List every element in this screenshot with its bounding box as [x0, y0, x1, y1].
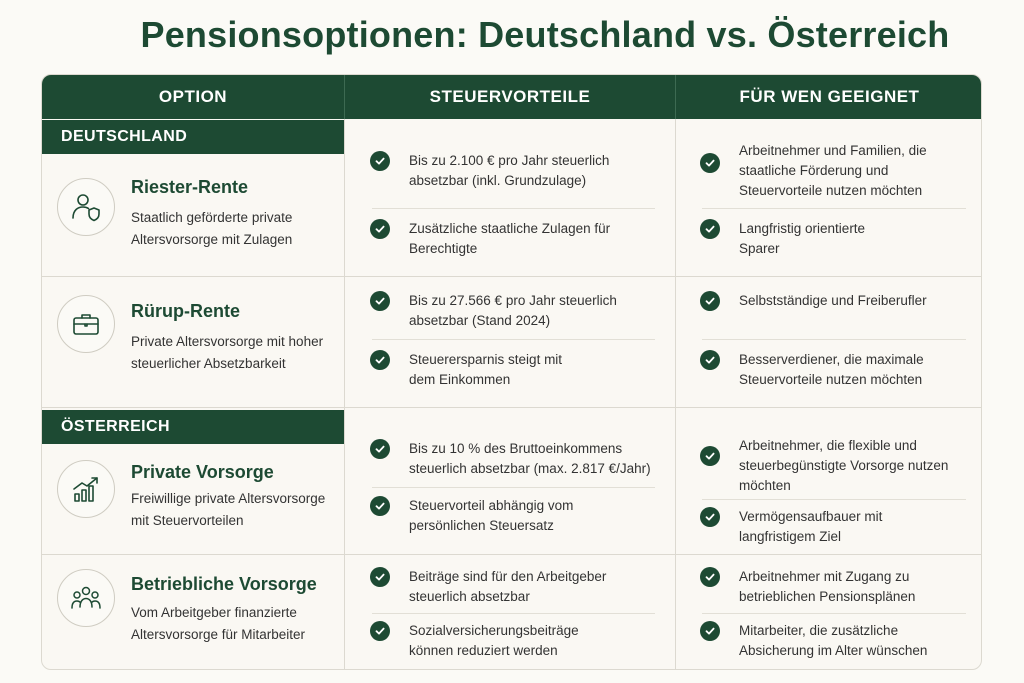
list-item: Steuerersparnis steigt mit dem Einkommen: [370, 350, 589, 390]
check-icon: [700, 507, 720, 527]
list-item: Langfristig orientierte Sparer: [700, 219, 889, 259]
check-icon: [370, 291, 390, 311]
check-icon: [370, 219, 390, 239]
check-icon: [700, 219, 720, 239]
row-divider: [42, 407, 982, 408]
section-label-oesterreich: ÖSTERREICH: [42, 410, 344, 444]
row-divider: [42, 276, 982, 277]
check-icon: [370, 151, 390, 171]
check-icon: [700, 567, 720, 587]
check-icon: [370, 567, 390, 587]
item-divider: [372, 487, 655, 488]
growth-chart-icon: [57, 460, 115, 518]
section-label-deutschland: DEUTSCHLAND: [42, 120, 344, 154]
list-item: Bis zu 2.100 € pro Jahr steuerlich absetzbar (inkl. Grundzulage): [370, 151, 654, 191]
list-item: Sozialversicherungsbeiträge können reduziert werden: [370, 621, 609, 661]
check-icon: [700, 350, 720, 370]
option-description: Private Altersvorsorge mit hoher steuerlicher Absetzbarkeit: [131, 334, 324, 371]
page-title: Pensionsoptionen: Deutschland vs. Österreich: [140, 14, 950, 55]
option-description: Freiwillige private Altersvorsorge mit Steuervorteilen: [131, 491, 326, 528]
option-name: Betriebliche Vorsorge: [131, 574, 317, 594]
column-divider: [344, 119, 345, 669]
list-item: Beiträge sind für den Arbeitgeber steuerlich absetzbar: [370, 567, 634, 607]
check-icon: [700, 291, 720, 311]
check-icon: [370, 496, 390, 516]
option-description: Staatlich geförderte private Altersvorsorge mit Zulagen: [131, 210, 293, 247]
list-item: Bis zu 10 % des Bruttoeinkommens steuerlich absetzbar (max. 2.817 €/Jahr): [370, 439, 671, 479]
group-icon: [57, 569, 115, 627]
list-item: Selbstständige und Freiberufler: [700, 291, 982, 311]
check-icon: [370, 439, 390, 459]
item-divider: [702, 208, 966, 209]
table-header: [42, 75, 982, 119]
item-divider: [372, 613, 655, 614]
check-icon: [370, 350, 390, 370]
check-icon: [700, 621, 720, 641]
option-name: Private Vorsorge: [131, 462, 274, 482]
list-item: Mitarbeiter, die zusätzliche Absicherung im Alter wünschen: [700, 621, 964, 661]
check-icon: [700, 153, 720, 173]
briefcase-icon: [57, 295, 115, 353]
option-name: Riester-Rente: [131, 177, 249, 197]
header-fuer-wen-geeignet: FÜR WEN GEEIGNET: [675, 75, 982, 119]
person-shield-icon: [57, 178, 115, 236]
item-divider: [702, 339, 966, 340]
option-description: Vom Arbeitgeber finanzierte Altersvorsorge für Mitarbeiter: [131, 605, 306, 642]
item-divider: [372, 339, 655, 340]
list-item: Bis zu 27.566 € pro Jahr steuerlich absetzbar (Stand 2024): [370, 291, 634, 331]
comparison-table: [41, 74, 982, 670]
check-icon: [700, 446, 720, 466]
list-item: Steuervorteil abhängig vom persönlichen Steuersatz: [370, 496, 609, 536]
header-steuervorteile: STEUERVORTEILE: [344, 75, 675, 119]
list-item: Vermögensaufbauer mit langfristigem Ziel: [700, 507, 919, 547]
list-item: Zusätzliche staatliche Zulagen für Berechtigte: [370, 219, 654, 259]
list-item: Arbeitnehmer, die flexible und steuerbegünstigte Vorsorge nutzen möchten: [700, 436, 949, 496]
header-option: OPTION: [158, 87, 228, 106]
item-divider: [702, 613, 966, 614]
check-icon: [370, 621, 390, 641]
column-divider: [675, 119, 676, 669]
item-divider: [372, 208, 655, 209]
item-divider: [702, 499, 966, 500]
list-item: Arbeitnehmer mit Zugang zu betrieblichen Pensionsplänen: [700, 567, 944, 607]
row-divider: [42, 554, 982, 555]
option-name: Rürup-Rente: [131, 301, 240, 321]
list-item: Arbeitnehmer und Familien, die staatliche Förderung und Steuervorteile nutzen möchten: [700, 141, 969, 201]
list-item: Besserverdiener, die maximale Steuervorteile nutzen möchten: [700, 350, 969, 390]
